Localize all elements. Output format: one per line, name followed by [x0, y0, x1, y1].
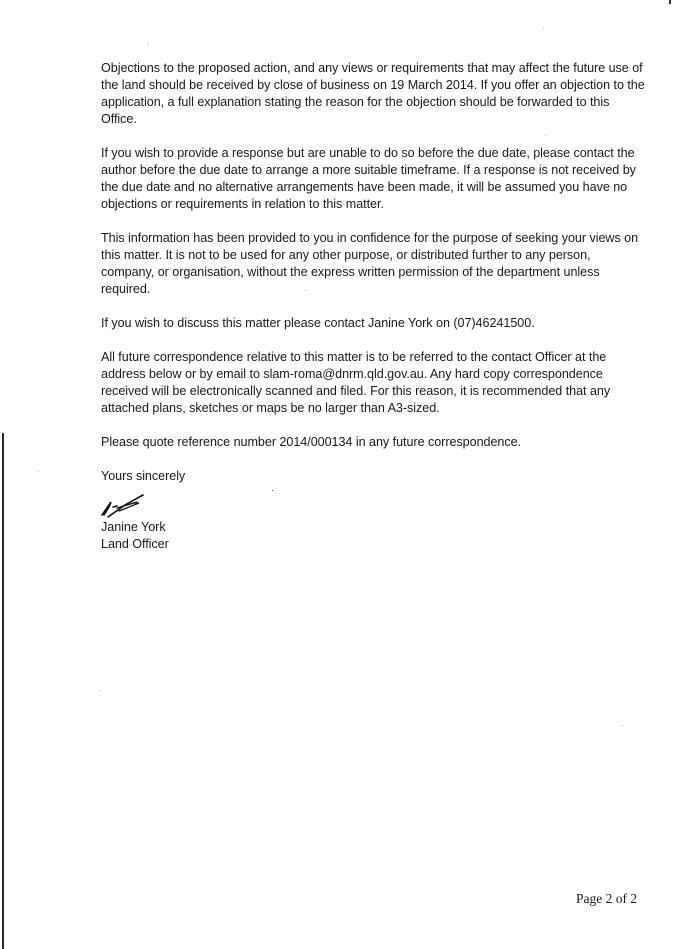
paragraph-objections: Objections to the proposed action, and any views or requirements that may affect the future use of the land should be received by close of business on 19 March 2014. If you offer an objection to the application, a full explanation stating the reason for the objection should be forwarded to this Office.: [101, 61, 645, 126]
paragraph-contact: If you wish to discuss this matter please contact Janine York on (07)46241500.: [101, 316, 535, 330]
scan-speck: [147, 44, 148, 45]
scan-artifact-mark: [669, 0, 671, 4]
scan-edge-line: [2, 433, 4, 949]
paragraph-confidentiality: This information has been provided to you in confidence for the purpose of seeking your views on this matter. It is not to be used for any other purpose, or distributed further to any person, company, or organisation, without the express written permission of the department unless required.: [101, 231, 639, 296]
page-number: Page 2 of 2: [576, 891, 638, 906]
scan-speck: [622, 725, 623, 726]
paragraph-reference: Please quote reference number 2014/000134 in any future correspondence.: [101, 435, 522, 449]
scan-speck: [100, 690, 101, 691]
paragraph-correspondence: All future correspondence relative to this matter is to be referred to the contact Officer at the address below or by email to slam-roma@dnrm.qld.gov.au. Any hard copy correspondence received will be electronically scanned and filed. For this reason, it is recommended that any attached plans, sketches or maps be no larger than A3-sized.: [101, 350, 611, 415]
scan-speck: [543, 28, 544, 29]
signatory-name: Janine York: [101, 520, 166, 534]
signature-icon: [99, 485, 159, 519]
scan-speck: [38, 470, 39, 471]
closing-salutation: Yours sincerely: [101, 469, 186, 483]
letter-body: [101, 60, 646, 553]
signatory-title: Land Officer: [101, 537, 169, 551]
paragraph-response-deadline: If you wish to provide a response but are unable to do so before the due date, please contact the author before the due date to arrange a more suitable timeframe. If a response is not received by the due date and no alternative arrangements have been made, it will be assumed you have no objections or requirements in relation to this matter.: [101, 146, 636, 211]
